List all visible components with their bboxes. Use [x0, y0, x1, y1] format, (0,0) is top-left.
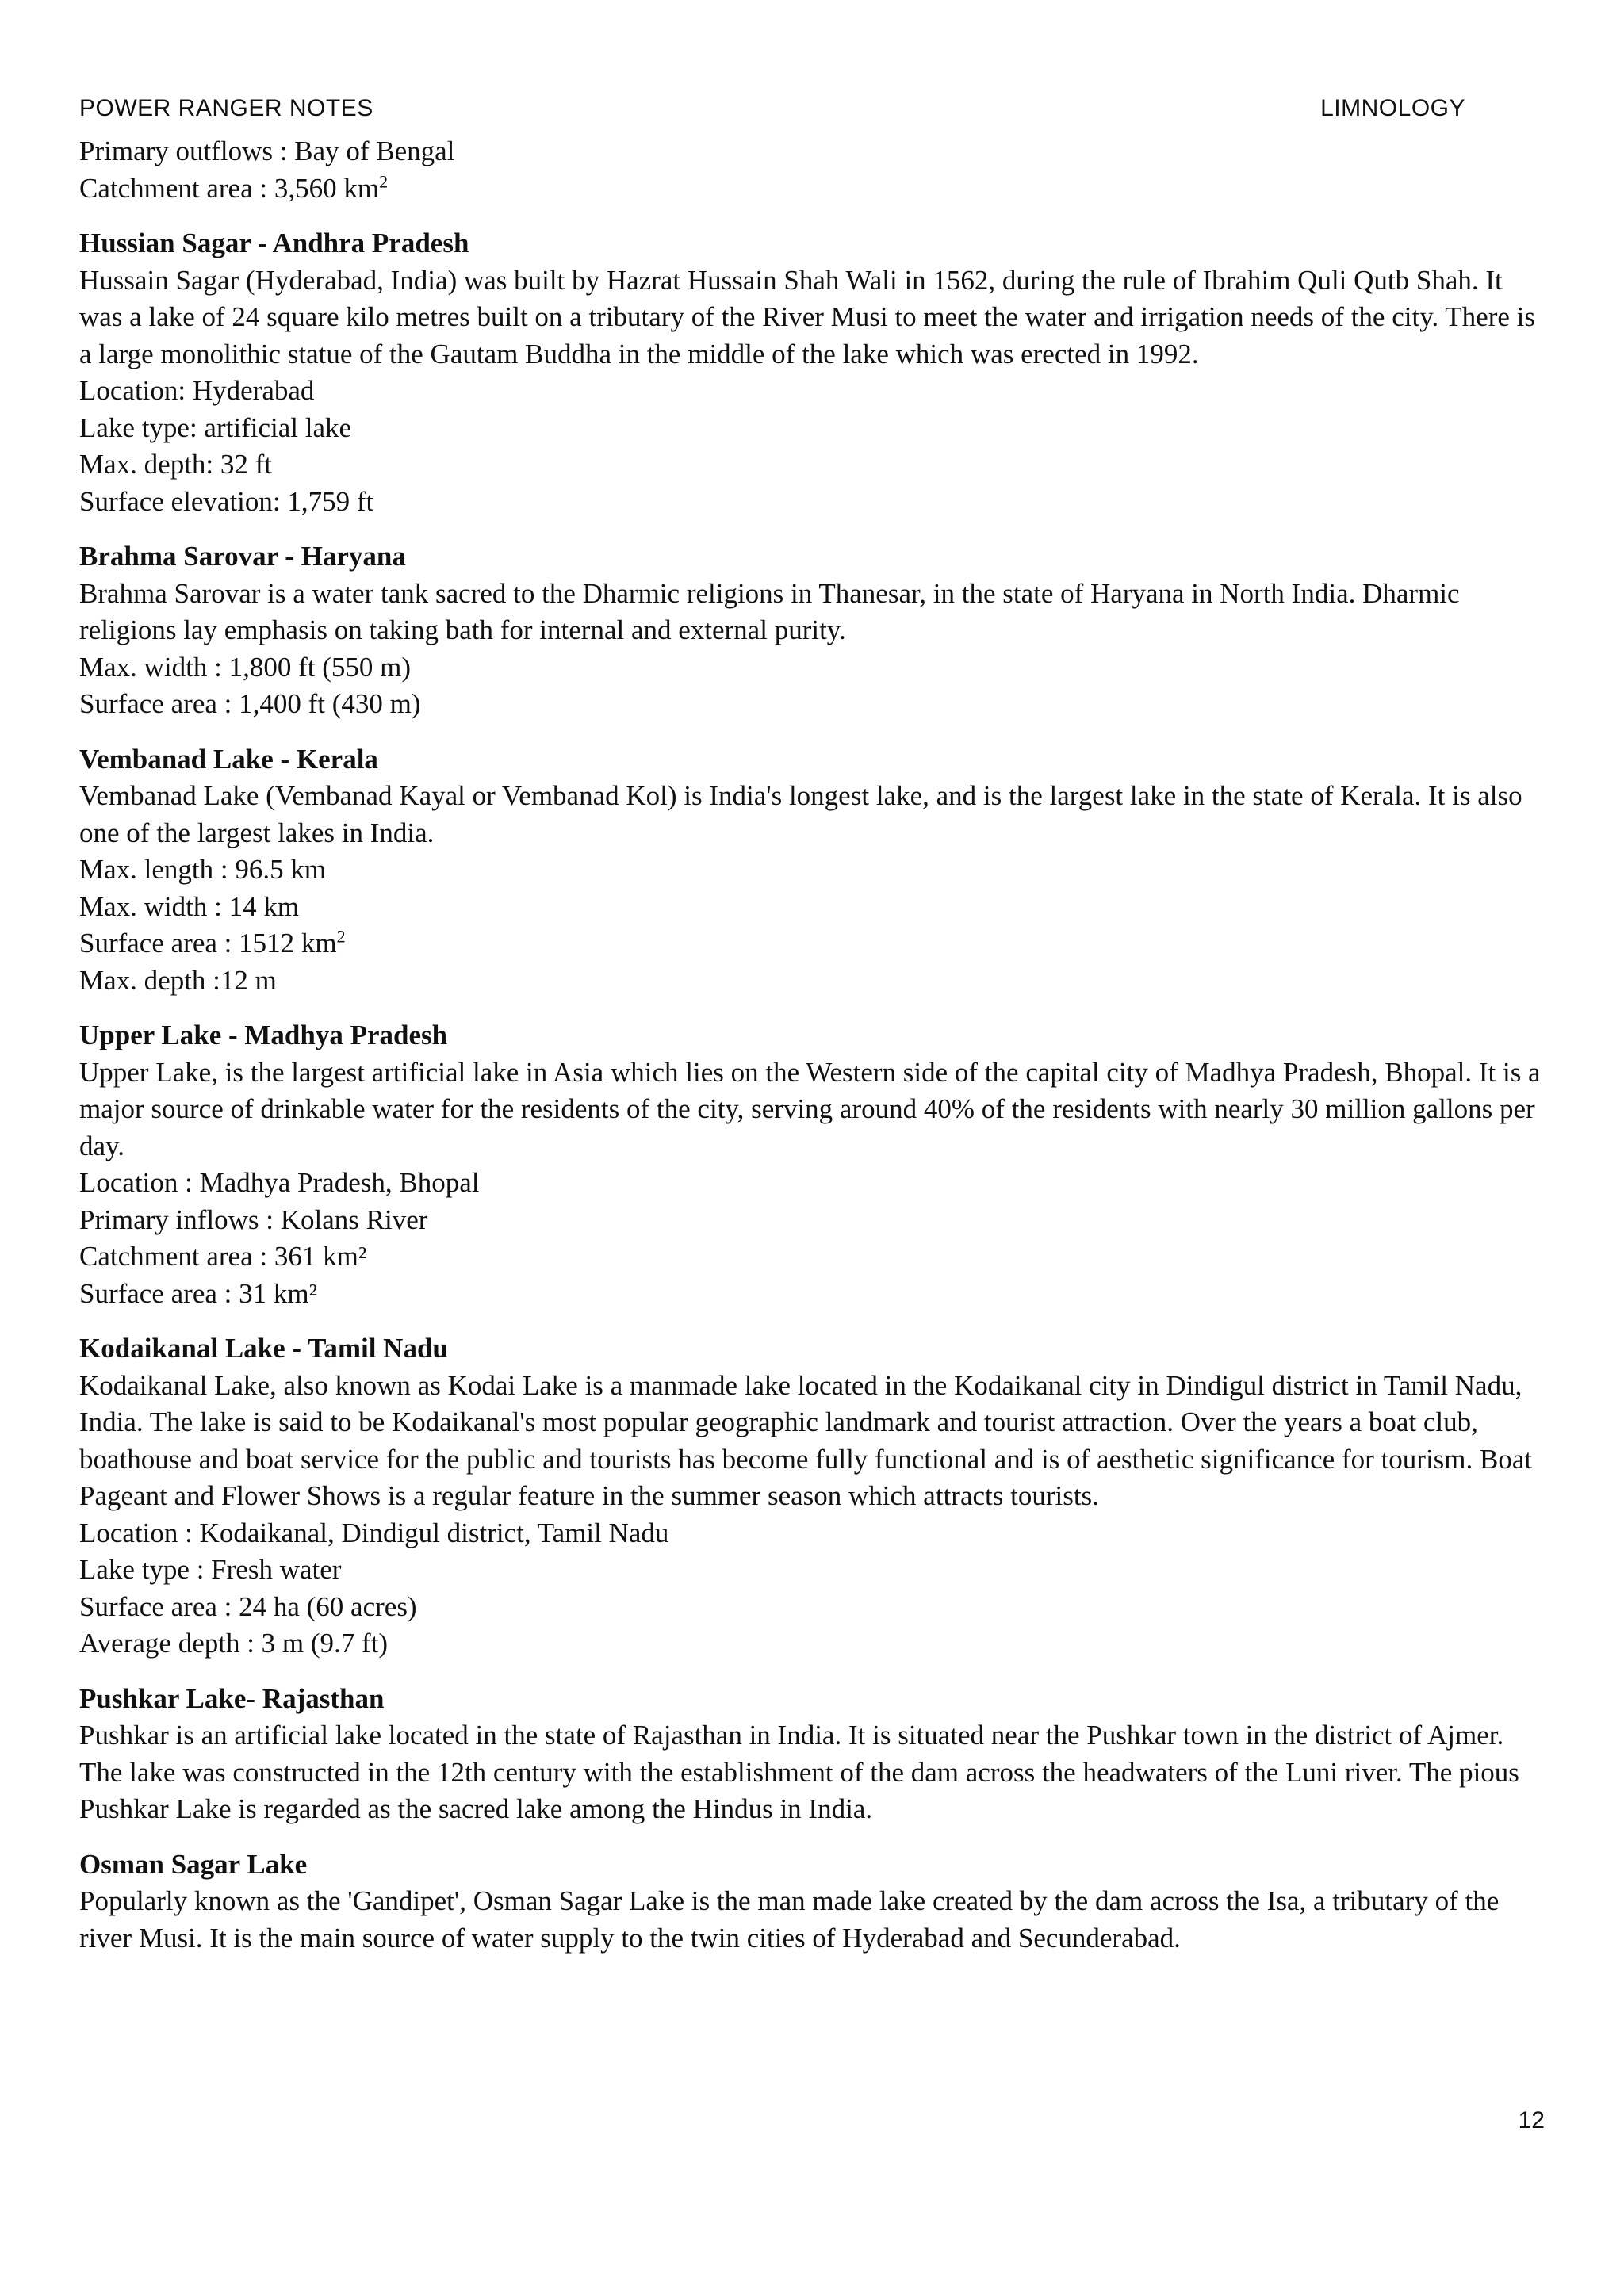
section-title: Osman Sagar Lake — [79, 1848, 308, 1880]
fact-line: Max. depth :12 m — [79, 964, 277, 996]
section-description: Brahma Sarovar is a water tank sacred to the Dharmic religions in Thanesar, in the state of Haryana in North India. Dharmic religions lay emphasis on taking bath for internal and external purity. — [79, 577, 1460, 645]
fact-line: Location : Madhya Pradesh, Bhopal — [79, 1167, 480, 1198]
fact-line: Average depth : 3 m (9.7 ft) — [79, 1628, 389, 1659]
fact-line: Max. length : 96.5 km — [79, 854, 327, 885]
section-description: Kodaikanal Lake, also known as Kodai Lake is a manmade lake located in the Kodaikanal city in Dindigul district in Tamil Nadu, India. The lake is said to be Kodaikanal's most popular geographic landmark and tourist attraction. Over the years a boat club, boathouse and boat service for the public and tourists has become fully functional and is of aesthetic significance for tourism. Boat Pageant and Flower Shows is a regular feature in the summer season which attracts tourists. — [79, 1369, 1533, 1511]
fact-line: Max. width : 1,800 ft (550 m) — [79, 651, 412, 683]
section — [79, 741, 1545, 1000]
section-title: Vembanad Lake - Kerala — [79, 743, 378, 775]
section-description: Pushkar is an artificial lake located in the state of Rajasthan in India. It is situated near the Pushkar town in the district of Ajmer. The lake was constructed in the 12th century with the establishment of the dam across the headwaters of the Luni river. The pious Pushkar Lake is regarded as the sacred lake among the Hindus in India. — [79, 1720, 1519, 1824]
section — [79, 1017, 1545, 1312]
section-title: Hussian Sagar - Andhra Pradesh — [79, 228, 469, 258]
section-description: Hussain Sagar (Hyderabad, India) was built by Hazrat Hussain Shah Wali in 1562, during the rule of Ibrahim Quli Qutb Shah. It was a lake of 24 square kilo metres built on a tributary of the River Musi to meet the water and irrigation needs of the city. There is a large monolithic statue of the Gautam Buddha in the middle of the lake which was erected in 1992. — [79, 264, 1535, 369]
fact-line: Max. depth: 32 ft — [79, 449, 273, 480]
fact-line: Surface area : 24 ha (60 acres) — [79, 1590, 417, 1622]
fact-line: Lake type: artificial lake — [79, 411, 352, 443]
section-title: Pushkar Lake- Rajasthan — [79, 1682, 385, 1714]
fact-line: Max. width : 14 km — [79, 890, 300, 922]
document-body — [79, 133, 1545, 1957]
section-title: Upper Lake - Madhya Pradesh — [79, 1020, 448, 1050]
superscript: 2 — [379, 170, 389, 191]
fact-line: Surface area : 31 km² — [79, 1277, 318, 1309]
fact-line: Location : Kodaikanal, Dindigul district, Tamil Nadu — [79, 1517, 669, 1548]
fact-line: Catchment area : 361 km² — [79, 1241, 367, 1272]
section-title: Brahma Sarovar - Haryana — [79, 541, 406, 572]
superscript: 2 — [336, 926, 346, 947]
page-number: 12 — [1518, 2107, 1545, 2133]
section — [79, 1330, 1545, 1663]
intro-line: Catchment area : 3,560 $km^2$ — [79, 170, 389, 204]
section — [79, 1846, 1545, 1957]
section-description: Upper Lake, is the largest artificial lake in Asia which lies on the Western side of the capital city of Madhya Pradesh, Bhopal. It is a major source of drinkable water for the residents of the city, serving around 40% of the residents with nearly 30 million gallons per day. — [79, 1056, 1541, 1161]
header-left: POWER RANGER NOTES — [79, 95, 373, 121]
section-description: Popularly known as the 'Gandipet', Osman Sagar Lake is the man made lake created by the dam across the Isa, a tributary of the river Musi. It is the main source of water supply to the twin cities of Hyderabad and Secunderabad. — [79, 1885, 1500, 1954]
section — [79, 538, 1545, 723]
fact-line: Surface area : 1,400 ft (430 m) — [79, 688, 421, 719]
intro-line: Primary outflows : Bay of Bengal — [79, 136, 455, 166]
section-title: Kodaikanal Lake - Tamil Nadu — [79, 1333, 448, 1364]
fact-line: Location: Hyderabad — [79, 375, 315, 406]
header-right: LIMNOLOGY — [1320, 95, 1465, 121]
fact-line: Primary inflows : Kolans River — [79, 1203, 428, 1235]
section — [79, 1681, 1545, 1828]
section-description: Vembanad Lake (Vembanad Kayal or Vembanad Kol) is India's longest lake, and is the largest lake in the state of Kerala. It is also one of the largest lakes in India. — [79, 780, 1522, 848]
fact-line: Surface elevation: 1,759 ft — [79, 485, 374, 517]
fact-line: Lake type : Fresh water — [79, 1554, 342, 1585]
section — [79, 225, 1545, 520]
fact-line: Surface area : 1512 $km^2$ — [79, 926, 346, 959]
